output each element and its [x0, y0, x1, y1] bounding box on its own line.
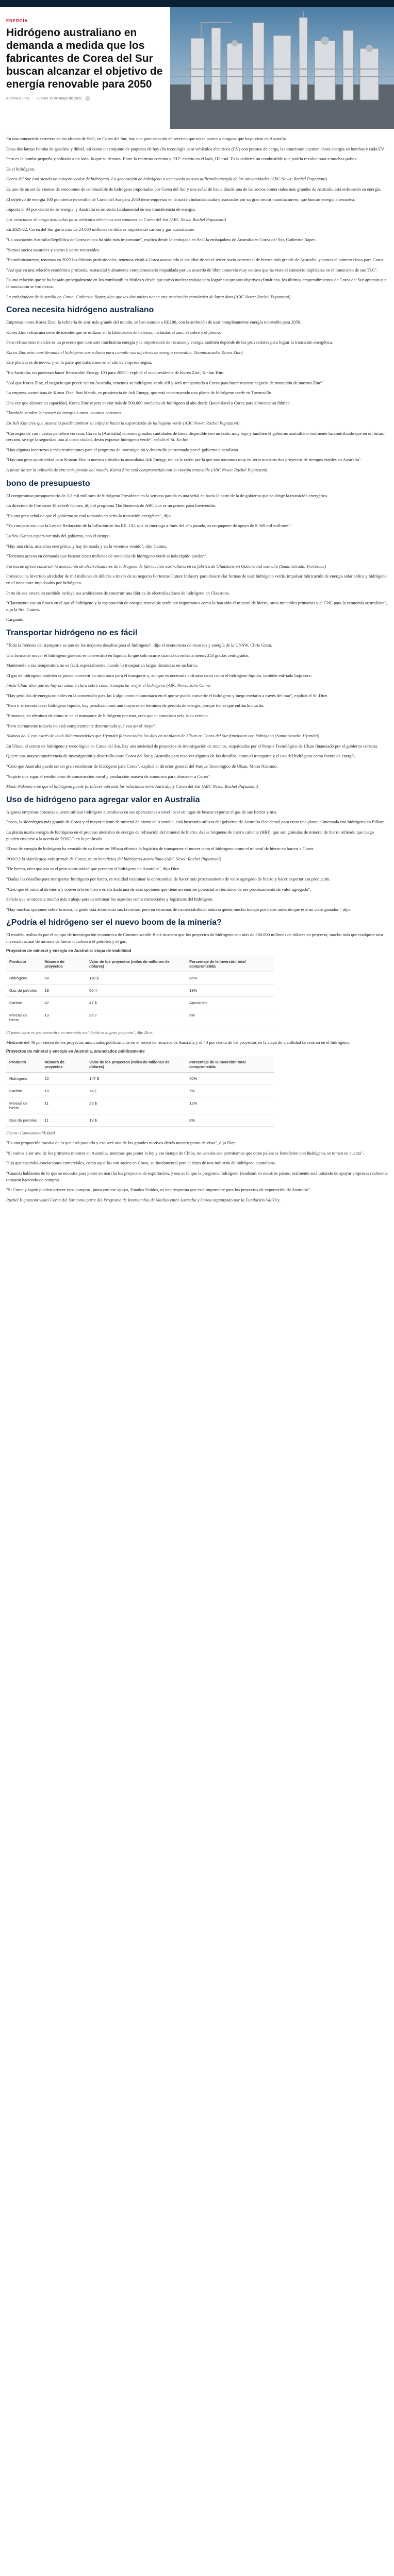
paragraph: El modelo realizado por el equipo de investigación económica de Commonwealth Bank muestra que los proyectos de hidrógeno son más de 300.000 millones de dólares en proyecto, mucho más que cualquier otra inversión actual de minería de hierro o carbón o el petróleo y el gas. — [6, 932, 383, 944]
table-header-row — [6, 956, 274, 972]
header-text — [0, 7, 170, 129]
share-icon[interactable] — [85, 96, 90, 101]
table-header-cell: Valor de los proyectos (miles de millones de dólares) — [86, 956, 186, 972]
table-row — [6, 1097, 274, 1114]
table-cell: 19 — [41, 984, 86, 996]
paragraph: Una forma de mover el hidrógeno gaseoso es convertirlo en líquido, lo que solo ocurre cuando su enfría a menos 253 grados centígrados. — [6, 652, 250, 658]
image-caption: A pesar de ser la refinería de zinc más grande del mundo, Korea Zinc está comprometida con la energía renovable (ABC News: Rachel Pupazzoni) — [6, 467, 268, 472]
table-cell: 68 — [41, 972, 86, 984]
paragraph: "La asociación Australia-República de Corea nunca ha sido más importante", explica desde la embajada en Seúl la embajadora de Australia en Corea del Sur, Catherine Raper. — [6, 236, 316, 242]
paragraph: Una vez que alcance su capacidad, Korea Zinc espera enviar más de 500.000 toneladas de hidrógeno al año desde Queensland a Corea para alimentar su fábrica. — [6, 400, 291, 405]
table-cell: 8% — [186, 1009, 274, 1026]
paragraph: "En Australia, no podemos hacer Renewable Energy 100 para 2050", explicó el vicepresidente de Korea Zinc, Ki-Jun Kim. — [6, 370, 225, 376]
paragraph: Dijo que esperaba asociaciones comerciales, como aquellas con socios en Corea, su fundamental para el éxito de una industria de hidrógeno australiana. — [6, 1160, 276, 1166]
table-row — [6, 972, 274, 984]
table-cell: 22 — [41, 1073, 86, 1085]
table-caption: Proyectos de mineral y energía en Australia, anunciados públicamente — [6, 1049, 145, 1054]
table-cell: 26.7 — [86, 1009, 186, 1026]
table-header-cell: Valor de los proyectos (miles de millones de dólares) — [86, 1057, 186, 1073]
table-cell: Hidrógeno — [6, 972, 41, 984]
paragraph: "Así que Korea Zinc, el negocio que puede ser en Australia, tenemos su hidrógeno verde allí y será transportado a Corea para hacer nuestro negocio de transición de nuestro Zinc". — [6, 380, 324, 385]
table-cell: 50,4 — [86, 984, 186, 996]
paragraph: Quiere una mayor transferencia de investigación y desarrollo entre Corea del Sur y Australia para resolver algunos de los desafíos, como el transporte y el uso del hidrógeno como fuente de energía. — [6, 753, 356, 759]
table-header-cell: Producto — [6, 1057, 41, 1073]
table-cell: Gas de petróleo — [6, 984, 41, 996]
article-headline: Hidrógeno australiano en demanda a medida que los fabricantes de Corea del Sur buscan alcanzar el objetivo de energía renovable para 2050 — [6, 27, 163, 90]
paragraph: Este planeta es de nuevo, y en la parte que trataremos en el año de empresa según. — [6, 360, 152, 365]
paragraph: "Hay una cima, una cima energética, y hay demanda y en la veremos venido", dijo Gaines. — [6, 543, 167, 549]
paragraph: "Entonces, en términos de cómo se en el transporte de hidrógeno por mar, creo que el amoníaco vela la su ventaja. — [6, 713, 209, 719]
image-caption: Nikmoo del 1 con estrés de los 6.000 automóviles que Hyundai fabrica todos los días en su planta de Ulsan en Corea del Sur funcionan con hidrógeno (Suministrado: Hyundai) — [6, 733, 320, 739]
table-cell: Aproxim% — [186, 996, 274, 1009]
table-source: Fuente: Commonwealth Bank — [6, 1131, 56, 1136]
data-table — [6, 1057, 274, 1127]
image-caption: Rachel Pupazzoni visitó Corea del Sur como parte del Programa de Intercambio de Medios entre Australia y Corea organizado por la Fundación Walkley. — [6, 1197, 281, 1202]
table-header-cell: Número de proyectos — [41, 956, 86, 972]
table-caption: Proyectos de mineral y energía en Australia: etapa de viabilidad — [6, 948, 132, 953]
table-cell: Carbón — [6, 1085, 41, 1097]
paragraph: El gas de hidrógeno también se puede convertir en amoníaco para el transporte y, aunque es necesaria enfriarse tanto como el hidrógeno líquido, también enfriado bajo cero. — [6, 672, 312, 678]
table-cell: 12% — [186, 1097, 274, 1114]
paragraph: En una concurrida carretera en las afueras de Seúl, en Corea del Sur, hay una gran estación de servicio que no se parece a ninguna que haya visto en Australia. — [6, 136, 287, 141]
byline — [6, 96, 164, 101]
paragraph: Es una relación que se ha basado principalmente en los combustibles fósiles y desde que carbó nuclear trabaja para lograr sus propios objetivos climáticos, los últimos emprendimientos de Corea del Sur apuntan que la asociación se fortalezca. — [6, 277, 387, 289]
table-row — [6, 1085, 274, 1097]
paragraph: "Supiste que sigas el rendimiento de construcción naval y producción masiva de amoníaco para abastecer a Corea". — [6, 773, 211, 779]
paragraph: En 2021-22, Corea del Sur gastó más de 24.000 millones de dólares importando carbón y gas australianos. — [6, 227, 195, 232]
paragraph: "De hecho, creo que esa es el gran oportunidad que presenta el hidrógeno en Australia", dijo Dice. — [6, 866, 180, 872]
paragraph: El objetivo de energía 100 por ciento renovable de Corea del Sur para 2050 tiene empresas en la nación industrializada y asociados por su gran sector manufacturero, que buscan energía alternativa. — [6, 196, 355, 202]
table-header-cell: Número de proyectos — [41, 1057, 86, 1073]
paragraph: Es el hidrógeno. — [6, 166, 36, 172]
section-heading: Uso de hidrógeno para agregar valor en Australia — [6, 795, 200, 804]
hero-image — [170, 7, 394, 129]
author-name[interactable]: Andrea Hurley — [6, 96, 29, 100]
paragraph: "Si vamos a ser uno de los primeros motores en Australia, tenemos que poner la ley y ese tiempo de Chiba, no ustedes eso permitamos que otros países se beneficien con hidrógeno, se tomen en cuenta". — [6, 1150, 364, 1156]
paragraph: El compromiso presupuestario de 2,2 mil millones de hidrógeno Presidente en la semana pasada es una señal en hacia la parte de la de gobierno que se dirige la transición energética. — [6, 493, 329, 498]
table-cell: 19% — [186, 984, 274, 996]
article-body — [0, 129, 394, 1219]
table-cell: 23 $ — [86, 1097, 186, 1114]
paragraph: Mantenerlo a esa temperatura no es fácil, especialmente cuando lo transportan largas distancias en un barco. — [6, 663, 198, 668]
table-cell: 11 — [41, 1114, 86, 1127]
paragraph: "Toda la frenesia del transporte es uno de los mayores desafíos para el hidrógeno", dijo el economista de recursos y energía de la UNSW, Chris Grant. — [6, 642, 272, 648]
paragraph: Algunas empresas coreanas quieren utilizar hidrógeno australiano en sus operaciones a nivel local en lugar de buscar exportar el gas de sus fierros y mis. — [6, 809, 277, 815]
image-caption: Fortescue ofrece construir la asociación de electrolizadores de hidrógeno de fabricación australiana en su fábrica de Gladstone en Queensland este año (Suministrado: Fortescue) — [6, 563, 326, 569]
paragraph: "Hay una gran oportunidad para Korean Zinc o nuestra subsidiaria australiana Ark Energy, esa es la razón por la que nos tomamos muy en serio nuestros dos proyectos de tiempos viables en Australia". — [6, 457, 362, 463]
paragraph: "Creo que el mineral de hierro y convertirlo en hierro es sin duda una de esas opciones que tiene un enorme potencial en términos de ese procesamiento de valor agregado". — [6, 886, 311, 892]
paragraph: "Claramente vas un futuro en el que el hidrógeno y la exportación de energía renovable serán tan importantes como lo han sido el mineral de hierro, otros minerales primarios y el GNL para la economía australiana", dijo la Sra. Gaines. — [6, 600, 387, 612]
paragraph: Mediante del 40 por ciento de los proyectos anunciados públicamente en el sector de recursos de Australia y el 40 por ciento de los proyectos en la etapa de viabilidad se centran en el hidrógeno. — [6, 1039, 350, 1045]
paragraph: El uso de energía de hidrógeno ha vencido de su fuente en Pilbara elimina la logística de transportar el mover tanto el hidrógeno como el mineral de hierro en barcos a Corea. — [6, 846, 315, 852]
table-cell: 13 — [41, 1009, 86, 1026]
paragraph: Estas dos lanzas bomba de gasolina y diésel, así como un conjunto de paquetes de hoy día tecnología para vehículos eléctricos (EV) con puestos de carga, las estaciones cuentan ahora energía en bombas y cada EV. — [6, 146, 385, 151]
table-row — [6, 996, 274, 1009]
top-band — [0, 0, 394, 7]
article-header — [0, 7, 394, 129]
section-heading: Transportar hidrógeno no es fácil — [6, 628, 138, 637]
table-header-cell: Producto — [6, 956, 41, 972]
table-header-row — [6, 1057, 274, 1073]
paragraph: Pero es la bomba pequeña y solitaria a un lado, lo que se destaca. Entre la escritura coreana y "H2" escrito en el lado, H2 está. Es la cubierta un combustible que podría revolucionar a muchos países. — [6, 156, 358, 162]
paragraph: En Ulsan, el centro de hidrógeno y tecnológica en Corea del Sur, hay una sociedad de proyectos de investigación de muchos, respaldados por el Parque Tecnológico de Ulsan financiado por el gobierno coreano. — [6, 743, 379, 749]
table-cell: 11 — [41, 1097, 86, 1114]
paragraph: "Es una gran señal de que el gobierno se está tomando en serio la transición energética", dijo. — [6, 513, 172, 518]
paragraph: "Ya comparo eso con la Ley de Reducción de la Inflación en los EE. UU. que es interiaga a fines del año pasado, es un paquete de apoyo de $ 369 mil millones". — [6, 523, 292, 529]
table-cell: Mineral de hierro — [6, 1009, 41, 1026]
table-cell: 74.1 — [86, 1085, 186, 1097]
paragraph: Parte de esa inversión también incluye sus ambiciones de construir una fábrica de electrolizadores de hidrógeno en Gladstone. — [6, 590, 230, 596]
byline-separator: · — [32, 96, 34, 100]
table-header-cell: Porcentaje de la inversión total comprometida — [186, 956, 274, 972]
paragraph: "Hay muchas opciones sobre la mesa, la gente está abordando sus favoritos, pero en términos de comerciabilidad todavía queda mucho trabajo por hacer antes de que esté un claro ganador", dijo. — [6, 906, 351, 912]
paragraph: "Si Corea y Japón pueden ofrecer esos compras, junto con ese apoyo, Estados Unidos, es una respuesta que está importante para los proyectos de exportación de Australia". — [6, 1187, 311, 1193]
paragraph: Korea Zinc refina una serie de metales que se utilizan en la fabricación de baterías, incluidos el zinc, el cobre y el plomo. — [6, 329, 221, 335]
table-cell: 147 $ — [86, 1073, 186, 1085]
image-caption: La embajadora de Australia en Corea, Catherine Raper, dice que los dos países tienen una asociación económica de larga data (ABC News: Rachel Pupazzoni) — [6, 294, 291, 299]
paragraph: Empresas como Korea Zinc, la refinería de zinc más grande del mundo, se han sumido a RE100, con la ambición de usar completamente energía renovable para 2050. — [6, 319, 302, 325]
image-caption: Moon Nakmoo cree que el hidrógeno puede fortalecer aún más las relaciones entre Australia y Corea del Sur (ABC News: Rachel Pupazzoni) — [6, 784, 258, 789]
paragraph: "Así que en una relación económica profunda, sustancial y altamente complementaria respaldada por un acuerdo de libre comercio muy exitoso que ha visto el comercio duplicarse en el transcurso de sus TLC". — [6, 267, 379, 273]
table-cell: Hidrógeno — [6, 1073, 41, 1085]
image-caption: Inicia Chair dice que no hay un camino claro sobre cómo transportar mejor el hidrógeno (ABC News: John Gunn) — [6, 683, 211, 688]
table-cell: 118 $ — [86, 972, 186, 984]
table-cell: 86% — [186, 972, 274, 984]
table-cell: Gas de petróleo — [6, 1114, 41, 1127]
paragraph: "Hay algunas incertezas y más restricciones para el programa de investigación y desarrollo patrocinado por el gobierno australiano. — [6, 447, 239, 452]
paragraph: "Cuando hablamos de lo que se necesita para poner en marcha los proyectos de exportación, y eso es lo que la programa hidrógeno Headstart en nuestros países, realmente está tratando de apoyar empresas realmente tomaron haciendo de comprar. — [6, 1170, 388, 1182]
section-heading: bono de presupuesto — [6, 479, 90, 488]
section-heading: Corea necesita hidrógeno australiano — [6, 306, 154, 315]
paragraph: "Corresponde con nuestra petrolera coreana. Corea la (Australia) tenemos grandes cantidades de tierra disponible con un costo muy bajo y también el gobierno australiano realmente ha contribuido que en un futuro cercano, se rige la seguridad una al costo ciudad, desea exportar hidrógeno verde", señaló el Sr. Ki-Jun. — [6, 430, 385, 443]
paragraph: "Somos socios naturales y socios y pares renovables. — [6, 247, 101, 252]
refinery-photo-illustration — [170, 7, 394, 129]
paragraph: "Tenemos acceso en demanda que buscan cinco millones de toneladas de hidrógeno verde si más rápido pueden". — [6, 553, 207, 559]
image-caption: Las estaciones de carga dedicadas para vehículos eléctricos son comunes en Corea del Sur (ABC News: Rachel Pupazzoni) — [6, 216, 226, 222]
table-cell: 47 $ — [86, 996, 186, 1009]
table-row — [6, 1073, 274, 1085]
paragraph: "También venden la escasez de energía a otros usuarios coreanos. — [6, 410, 123, 416]
table-row — [6, 1114, 274, 1127]
paragraph: Importa el 93 por ciento de su energía, y Australia es un socio fundamental en esa transferencia de energía. — [6, 207, 196, 212]
paragraph: Señala que se necesita mucho más trabajo para determinar los aspectos como comerciales y logísticos del hidrógeno. — [6, 896, 214, 902]
table-header-cell: Porcentaje de la inversión total comprometida — [186, 1057, 274, 1073]
image-caption: POSCO la siderúrgica más grande de Corea, es un beneficios del hidrógeno australiano (ABC News: Rachel Pupazzoni) — [6, 856, 221, 861]
paragraph: "Creo que Australia puede ser un gran recolector de hidrógeno para Corea", explicó el director general del Parque Tecnológico de Ulsan, Moon Nakmoo. — [6, 764, 278, 769]
image-caption: Corea del Sur está siendo un autoproveedor de hidrógeno. La generación de hidrógeno a una escala masiva utilizando energía de las universidades (ABC News: Rachel Pupazzoni) — [6, 176, 327, 182]
table-cell: 8% — [186, 1114, 274, 1127]
paragraph: "Hay pérdidas de energía notables en la conversión para las á algo como el amoníaco en el que se pueda convertir el hidrógeno y luego enviarlo a través del mar", explicó el Sr. Dice. — [6, 692, 329, 698]
data-table — [6, 956, 274, 1026]
paragraph: La empresa australiana de Korea Zinc, Sun Metals, es propietaria de Ark Energy, que está construyendo una planta de hidrógeno verde en Townsville. — [6, 390, 272, 396]
paragraph: Fortescue ha invertido alrededor de mil millones de dólares a través de su negocio Fortescue Future Industry para desarrollar formas de usar hidrógeno verde, impulsar fabricación de energía solar eólica y hidrógeno en el transporte impulsados por hidrógeno. — [6, 573, 387, 585]
page — [0, 0, 394, 1219]
image-caption: Korea Zinc está considerando el hidrógeno australiano para cumplir sus objetivos de energía renovable. (Suministrado: Korea Zinc) — [6, 349, 243, 355]
table-cell: Carbón — [6, 996, 41, 1009]
paragraph: "Económicamente, tenemos en 2022 los últimos profesionales, tenemos visitó a Corea avanzando al estudiar de ser el tercer socio comercial de bienes más grande de Australia, y somos el número cinco para Corea. — [6, 257, 385, 263]
table-cell: 40% — [186, 1073, 274, 1085]
table-row — [6, 1009, 274, 1026]
table-cell: 7% — [186, 1085, 274, 1097]
publish-date: Jueves 19 de mayo de 2022 — [37, 96, 83, 100]
paragraph: "Es una proporción masiva de lo que está pasando y eso será uno de los grandes motivos detrás nuestro punto de vista", dijo Dice. — [6, 1140, 237, 1146]
section-heading: ¿Podría el hidrógeno ser el nuevo boom de la minería? — [6, 918, 222, 927]
paragraph: La planta usaría energía de hidrógeno en el proceso intensivo de energía de refinación del mineral de hierro. Así se briquetas de hierro caliente (HBI), que son gránulos de mineral de hierro refinado que luego pueden enviarse a la acería de POSCO en la península. — [6, 829, 374, 841]
table-cell: Mineral de hierro — [6, 1097, 41, 1114]
paragraph: La directora de Fortescue Elizabeth Gaines, dijo al programa The Business de ABC que es un primer paso bienvenido. — [6, 503, 216, 509]
table-cell: 42 — [41, 996, 86, 1009]
paragraph: Posco, la siderúrgica más grande de Corea y el mayor cliente de mineral de hierro de Australia, está buscando utilizar del gobierno de Australia Occidental para crear una planta alimentada con hidrógeno en Pilbara. — [6, 819, 386, 825]
paragraph: La Sra. Gaines espera ver más del gobierno, con el tiempo. — [6, 533, 111, 538]
table-source: El punto clave es que convertirá en inversión real donde es la gran pregunta", dijo Dice. — [6, 1030, 153, 1035]
paragraph: Cargando... — [6, 617, 27, 622]
paragraph: "Dadas las desafíos para transportar hidrógeno por barco, es realidad examinar la oportunidad de hacer más procesamiento de valor agregado de hierro y hacer exportar esa producido. — [6, 876, 331, 882]
paragraph: "Para ir si remota crear hidrógeno líquido, hay penalizaciones aun mayores en términos de pérdida de energía, porque tienes que enfriarlo mucho. — [6, 703, 265, 708]
image-caption: En Juli Kim cree que Australia puede cambiar su enfoque hacia la exportación de hidrógeno verde (ABC News: Rachel Pupazzoni) — [6, 420, 240, 426]
paragraph: Pero refinar esos metales es un proceso que consume muchísima energía y la importación de recursos y energía también depende de los proveedores para lograr la transición energética. — [6, 340, 333, 345]
table-cell: 19 $ — [86, 1114, 186, 1127]
section-kicker[interactable]: ENERGÍA — [6, 19, 28, 23]
paragraph: "Pero ciertamente todavía no está completamente determinado qué vaa ser el mejor". — [6, 723, 157, 728]
paragraph: Es uno de un set de vientos de emociones de combustible de hidrógeno importados por Corea del Sur y una señal de hacia dónde una de las socios comerciales más grandes de Australia está enfocando su energía. — [6, 186, 381, 192]
table-row — [6, 984, 274, 996]
table-cell: 18 — [41, 1085, 86, 1097]
